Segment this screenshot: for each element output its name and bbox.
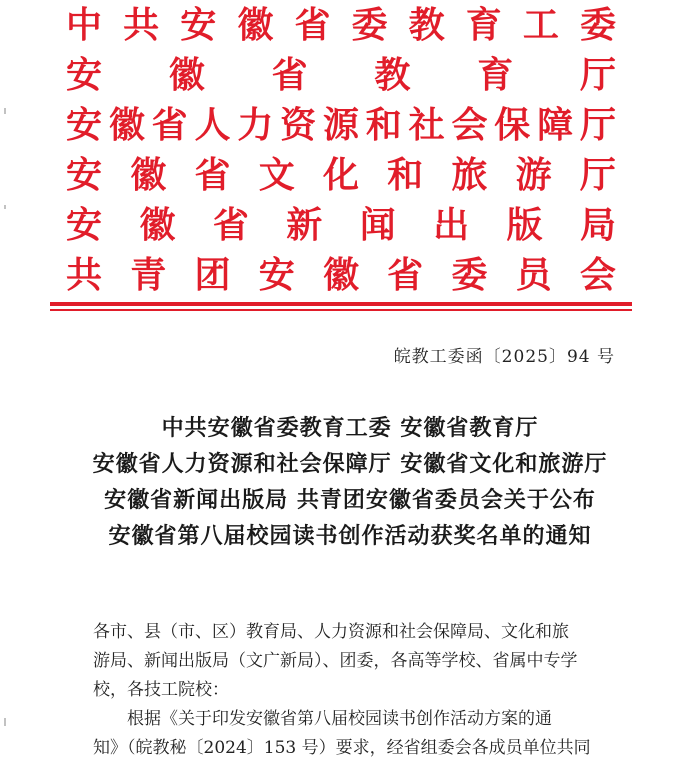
issuer-char: 徽 (139, 204, 176, 246)
issuer-char: 徽 (108, 104, 145, 146)
issuer-char: 化 (322, 154, 359, 196)
issuer-char: 厅 (579, 54, 616, 96)
scan-mark (4, 205, 6, 209)
issuer-char: 厅 (579, 104, 616, 146)
issuer-char: 和 (365, 104, 402, 146)
issuer-char: 障 (537, 104, 574, 146)
issuer-char: 源 (322, 104, 359, 146)
issuer-char: 资 (280, 104, 317, 146)
issuer-char: 版 (506, 204, 543, 246)
issuer-line (66, 100, 616, 150)
issuer-char: 闻 (359, 204, 396, 246)
issuer-header (66, 0, 616, 300)
issuer-line (66, 150, 616, 200)
issuer-char: 徽 (130, 154, 167, 196)
issuer-char: 徽 (168, 54, 205, 96)
issuer-char: 会 (451, 104, 488, 146)
issuer-char: 安 (66, 204, 103, 246)
issuer-char: 新 (286, 204, 323, 246)
body-line: 知》（皖教秘〔2024〕153 号）要求，经省组委会各成员单位共同 (93, 738, 591, 758)
issuer-char: 保 (494, 104, 531, 146)
issuer-char: 社 (408, 104, 445, 146)
issuer-char: 安 (180, 4, 217, 46)
title-line: 中共安徽省委教育工委 安徽省教育厅 (161, 415, 539, 441)
issuer-char: 省 (294, 4, 331, 46)
issuer-char: 省 (387, 254, 424, 296)
document-body (93, 618, 623, 763)
document-title (50, 410, 650, 554)
body-line: 游局、新闻出版局（文广新局）、团委，各高等学校、省属中专学 (93, 651, 578, 671)
issuer-char: 教 (408, 4, 445, 46)
issuer-char: 文 (258, 154, 295, 196)
body-line: 校，各技工院校： (93, 680, 229, 700)
separator-thin-rule (50, 309, 632, 311)
issuer-char: 工 (522, 4, 559, 46)
issuer-char: 力 (237, 104, 274, 146)
issuer-char: 团 (194, 254, 231, 296)
issuer-char: 共 (66, 254, 103, 296)
issuer-line (66, 250, 616, 300)
issuer-char: 厅 (579, 154, 616, 196)
issuer-char: 旅 (451, 154, 488, 196)
issuer-char: 育 (477, 54, 514, 96)
red-separator (50, 302, 632, 311)
document-number: 皖教工委函〔2025〕94 号 (393, 347, 615, 367)
separator-thick-rule (50, 302, 632, 306)
issuer-char: 委 (579, 4, 616, 46)
issuer-char: 人 (194, 104, 231, 146)
issuer-char: 安 (258, 254, 295, 296)
issuer-line (66, 200, 616, 250)
scan-mark (4, 108, 6, 114)
issuer-char: 教 (374, 54, 411, 96)
scan-mark (4, 718, 6, 726)
issuer-char: 局 (579, 204, 616, 246)
issuer-line (66, 50, 616, 100)
issuer-char: 徽 (322, 254, 359, 296)
issuer-char: 育 (465, 4, 502, 46)
body-line: 根据《关于印发安徽省第八届校园读书创作活动方案的通 (127, 709, 552, 729)
issuer-char: 出 (433, 204, 470, 246)
issuer-char: 省 (212, 204, 249, 246)
issuer-char: 安 (66, 104, 103, 146)
issuer-char: 安 (66, 154, 103, 196)
issuer-char: 省 (151, 104, 188, 146)
body-line: 各市、县（市、区）教育局、人力资源和社会保障局、文化和旅 (93, 622, 569, 642)
title-line: 安徽省第八届校园读书创作活动获奖名单的通知 (108, 523, 592, 549)
issuer-char: 游 (515, 154, 552, 196)
title-line: 安徽省新闻出版局 共青团安徽省委员会关于公布 (104, 487, 596, 513)
issuer-char: 共 (123, 4, 160, 46)
issuer-char: 和 (387, 154, 424, 196)
title-line: 安徽省人力资源和社会保障厅 安徽省文化和旅游厅 (92, 451, 608, 477)
issuer-char: 委 (351, 4, 388, 46)
issuer-char: 会 (579, 254, 616, 296)
issuer-char: 安 (66, 54, 103, 96)
issuer-char: 委 (451, 254, 488, 296)
issuer-char: 员 (515, 254, 552, 296)
issuer-char: 中 (66, 4, 103, 46)
issuer-char: 省 (271, 54, 308, 96)
issuer-char: 青 (130, 254, 167, 296)
issuer-char: 徽 (237, 4, 274, 46)
issuer-line (66, 0, 616, 50)
issuer-char: 省 (194, 154, 231, 196)
